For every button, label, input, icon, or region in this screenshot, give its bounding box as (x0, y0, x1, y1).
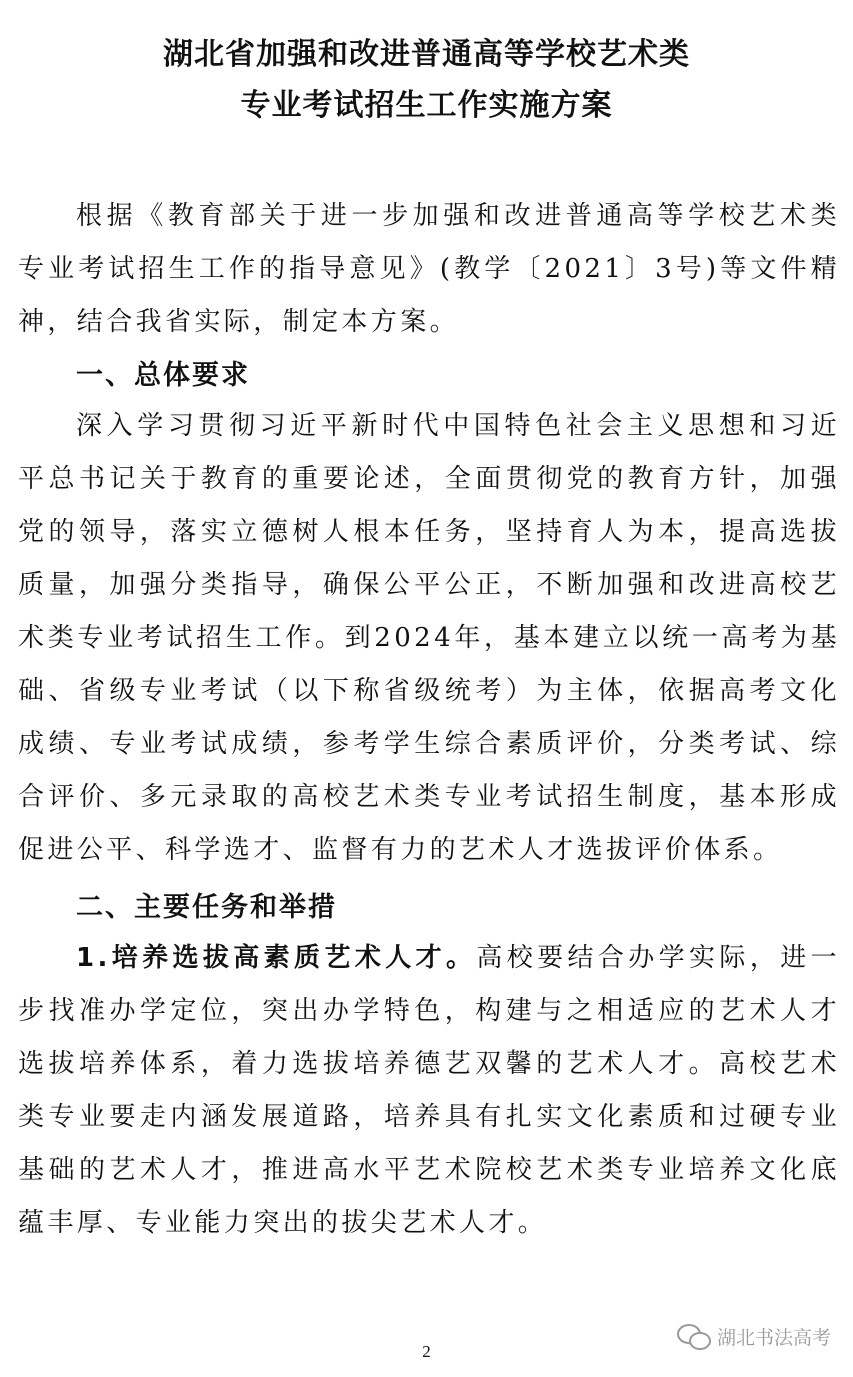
intro-paragraph (18, 190, 840, 349)
section-2-heading: 二、主要任务和举措 (76, 892, 337, 923)
watermark-text: 湖北书法高考 (716, 1327, 831, 1349)
wechat-icon (677, 1324, 711, 1350)
intro-text: 根据《教育部关于进一步加强和改进普通高等学校艺术类专业考试招生工作的指导意见》(教学〔2021〕3号)等文件精神，结合我省实际，制定本方案。 (18, 201, 840, 337)
page-number: 2 (422, 1342, 431, 1361)
section-1-text: 深入学习贯彻习近平新时代中国特色社会主义思想和习近平总书记关于教育的重要论述，全面贯彻党的教育方针，加强党的领导，落实立德树人根本任务，坚持育人为本，提高选拔质量，加强分类指导，确保公平公正，不断加强和改进高校艺术类专业考试招生工作。到2024年，基本建立以统一高考为基础、省级专业考试（以下称省级统考）为主体，依据高考文化成绩、专业考试成绩，参考学生综合素质评价，分类考试、综合评价、多元录取的高校艺术类专业考试招生制度，基本形成促进公平、科学选才、监督有力的艺术人才选拔评价体系。 (18, 411, 840, 865)
item-1-text (18, 932, 840, 1250)
document-title-line-2: 专业考试招生工作实施方案 (240, 88, 613, 123)
item-1-paragraph (18, 932, 840, 1250)
section-1-paragraph (18, 400, 840, 877)
item-1-body: 高校要结合办学实际，进一步找准办学定位，突出办学特色，构建与之相适应的艺术人才选拔培养体系，着力选拔培养德艺双馨的艺术人才。高校艺术类专业要走内涵发展道路，培养具有扎实文化素质和过硬专业基础的艺术人才，推进高水平艺术院校艺术类专业培养文化底蕴丰厚、专业能力突出的拔尖艺术人才。 (18, 943, 840, 1238)
item-1-lead: 1.培养选拔高素质艺术人才。 (76, 943, 477, 973)
watermark (677, 1323, 831, 1350)
section-1-heading: 一、总体要求 (76, 360, 250, 391)
document-title-line-1: 湖北省加强和改进普通高等学校艺术类 (163, 37, 690, 72)
